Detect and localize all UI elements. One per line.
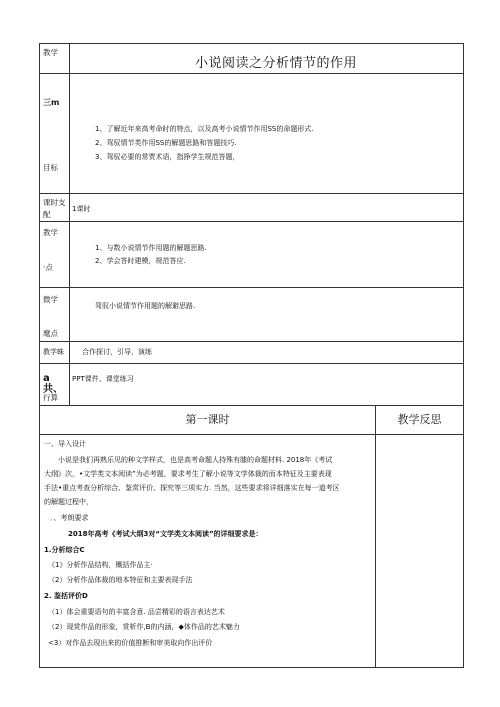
method-cell (70, 342, 463, 363)
topic-cell (70, 44, 463, 73)
reflection-heading: 教学反思 (397, 413, 442, 426)
method-label-cell (40, 342, 70, 363)
tools-cell (70, 364, 463, 405)
key-cell (70, 222, 463, 287)
goal-item: 2、驾驭情节类作用SS的解题思路和答题技巧. (95, 139, 237, 147)
lesson-heading: 第一课时 (40, 406, 376, 434)
reflection-column (375, 435, 463, 667)
goals-label-cell (40, 74, 70, 193)
lesson-section (40, 406, 463, 667)
difficulty-row (40, 288, 463, 342)
lesson-header (40, 406, 463, 435)
key-point-item: 1、与数小说情节作用题的解题思路. (95, 244, 207, 252)
lesson-line: 1.分析综合C (44, 546, 85, 554)
difficulty-cell (70, 288, 463, 341)
method-row (40, 342, 463, 364)
lesson-line: 2. 鉴括评价D (44, 592, 88, 600)
time-cell (70, 194, 463, 221)
tools-label-1: a共、 (43, 373, 63, 395)
lesson-line: 《1》分析作品结构，概括作品主· (48, 561, 153, 569)
tools-row (40, 364, 463, 406)
time-label-2: 配 (43, 210, 51, 219)
lesson-line: 一、导入设计 (44, 440, 86, 448)
lesson-line: （2）现赏作品的形象，赏析作,B的内涵，◆体作品的艺术魅力 (48, 623, 240, 631)
lesson-line: （1）体会重要语句的丰富含意. 品尝精彩的语言表达艺术 (48, 608, 225, 616)
key-label-1: 教学 (43, 228, 58, 237)
key-label-cell (40, 222, 70, 287)
lesson-line: 大纲》次，•文学类文本阅读”为必考题，要求考生了解小说等文学体裁的而本特征及主要表现 (44, 470, 332, 478)
difficulty-label-1: 微学 (43, 295, 58, 304)
lesson-line: （2）分析作品体裁的地本特征和主要表现手法 (48, 576, 193, 584)
method-text: 合作探讨，引导，演练 (82, 348, 152, 356)
topic-label: 教学 (43, 48, 58, 57)
lesson-line: 小说是我们再熟乐见的种文学样式，也是高考命题人持殊有膝的命题材料. 2018年《考试 (58, 456, 333, 464)
method-label: 教学蛛 (43, 348, 64, 356)
time-row (40, 194, 463, 222)
time-label-1: 课时支 (43, 198, 66, 207)
lesson-line: 2018年高考《考试大纲3对“文学类文本阅读”的详细要求是： (68, 530, 263, 538)
lesson-plan-table (39, 43, 464, 668)
goals-label-bottom: 目标 (43, 163, 58, 172)
key-points-row (40, 222, 463, 288)
goals-cell (70, 74, 463, 193)
difficulty-label-cell (40, 288, 70, 341)
key-label-2: ·点 (43, 263, 53, 272)
page-title: 小说阅读之分析情节的作用 (195, 56, 358, 71)
time-label-cell (40, 194, 70, 221)
goal-item: 1、了解近年来高考命时的特点，以及高考小说情节作用SS的命题形式. (95, 125, 314, 133)
lesson-body (40, 435, 463, 667)
topic-row (40, 44, 463, 74)
lesson-line: 手法•重点考查分析综合、鉴赏评价、探究等三项实力. 当然，这些要求将详细落实在每一道考区 (44, 484, 340, 492)
tools-text: PPT课件、课堂练习 (72, 375, 134, 383)
lesson-line: <3）对作品去现出来的价值推断和审美取向作出评价 (48, 639, 213, 647)
key-point-item: 2、学会答时建模，规范答应. (95, 257, 186, 265)
topic-label-cell (40, 44, 70, 73)
goals-row (40, 74, 463, 194)
difficulty-text: 驾驭小说情节作用题的解避思路. (95, 302, 196, 310)
time-value: 1课时 (72, 205, 91, 213)
goal-item: 3、驾驭必要的常贾术语，指挣学生规范答题， (95, 153, 240, 161)
lesson-line: 的解题过程中， (44, 498, 93, 506)
difficulty-label-2: 麾点 (43, 329, 58, 338)
lesson-line: ．、考朗要求 (50, 514, 89, 522)
tools-label-2: 行算 (43, 393, 58, 402)
goals-label-top: 三m (43, 98, 60, 107)
tools-label-cell (40, 364, 70, 405)
